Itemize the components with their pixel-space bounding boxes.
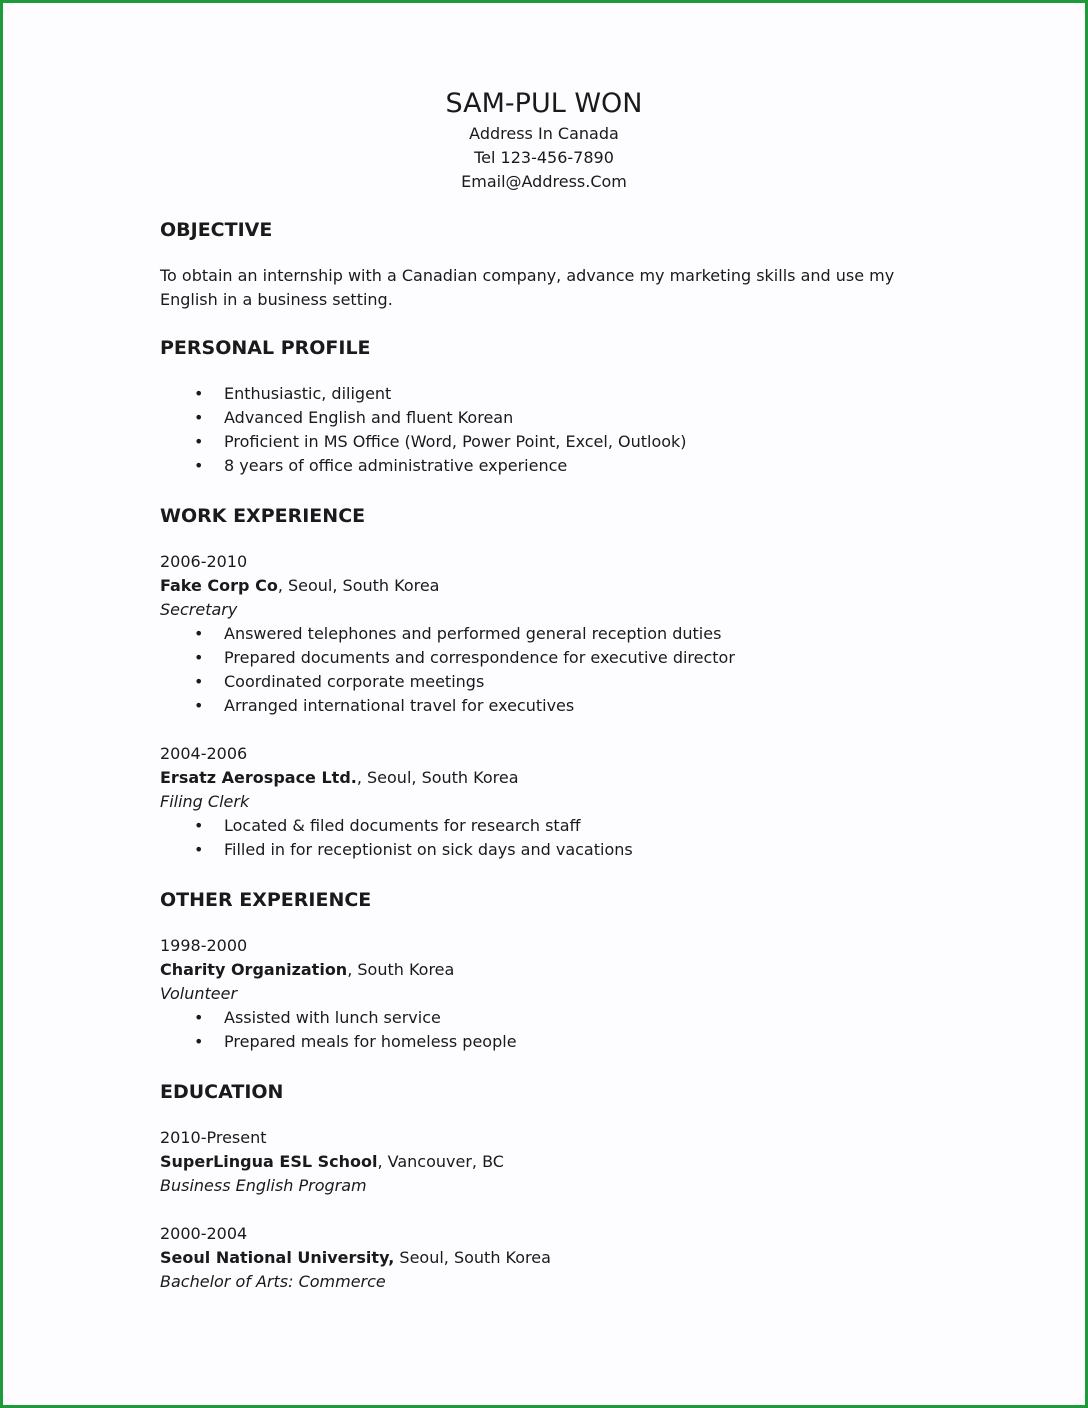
job-title: Filing Clerk	[160, 792, 250, 811]
list-item: • Prepared documents and correspondence for executive director	[160, 646, 920, 670]
bullet-icon: •	[194, 456, 204, 475]
program-name: Business English Program	[160, 1176, 367, 1195]
list-item: • Prepared meals for homeless people	[160, 1030, 920, 1054]
list-item: • Answered telephones and performed general reception duties	[160, 622, 920, 646]
bullet-icon: •	[194, 408, 204, 427]
resume-document	[160, 86, 920, 1294]
list-item: • Proficient in MS Office (Word, Power Point, Excel, Outlook)	[160, 430, 920, 454]
education-entry	[160, 1222, 920, 1294]
profile-list	[160, 382, 920, 478]
job-entry	[160, 742, 920, 862]
bullet-icon: •	[194, 672, 204, 691]
list-item: • 8 years of office administrative experience	[160, 454, 920, 478]
job-employer-line	[160, 766, 920, 790]
program-name: Bachelor of Arts: Commerce	[160, 1272, 386, 1291]
list-item: • Located & filed documents for research staff	[160, 814, 920, 838]
school-name: SuperLingua ESL School	[160, 1152, 378, 1171]
education-entry	[160, 1126, 920, 1198]
employer-name: Ersatz Aerospace Ltd.	[160, 768, 357, 787]
other-experience-heading: OTHER EXPERIENCE	[160, 889, 372, 911]
bullet-icon: •	[194, 816, 204, 835]
job-employer-line	[160, 574, 920, 598]
employer-location: , Seoul, South Korea	[277, 576, 440, 595]
list-item: • Advanced English and fluent Korean	[160, 406, 920, 430]
school-name: Seoul National University,	[160, 1248, 395, 1267]
address-line: Address In Canada	[469, 124, 619, 143]
organization-location: , South Korea	[347, 960, 455, 979]
school-location: , Vancouver, BC	[377, 1152, 504, 1171]
email-line: Email@Address.Com	[461, 172, 627, 191]
list-item: • Coordinated corporate meetings	[160, 670, 920, 694]
education-dates: 2010-Present	[160, 1128, 267, 1147]
bullet-icon: •	[194, 432, 204, 451]
job-dates: 2006-2010	[160, 552, 248, 571]
bullet-icon: •	[194, 840, 204, 859]
list-item: • Enthusiastic, diligent	[160, 382, 920, 406]
school-line	[160, 1150, 920, 1174]
job-dates: 2004-2006	[160, 744, 248, 763]
volunteer-dates: 1998-2000	[160, 936, 248, 955]
volunteer-org-line	[160, 958, 920, 982]
candidate-name: SAM-PUL WON	[445, 88, 643, 119]
bullet-icon: •	[194, 648, 204, 667]
organization-name: Charity Organization	[160, 960, 348, 979]
job-duties	[160, 814, 920, 862]
volunteer-duties	[160, 1006, 920, 1054]
school-location: Seoul, South Korea	[394, 1248, 551, 1267]
employer-name: Fake Corp Co	[160, 576, 278, 595]
employer-location: , Seoul, South Korea	[356, 768, 519, 787]
job-duties	[160, 622, 920, 718]
objective-text-line-1: To obtain an internship with a Canadian company, advance my marketing skills and use my	[160, 266, 895, 285]
bullet-icon: •	[194, 1032, 204, 1051]
bullet-icon: •	[194, 696, 204, 715]
list-item: • Arranged international travel for executives	[160, 694, 920, 718]
school-line	[160, 1246, 920, 1270]
bullet-icon: •	[194, 1008, 204, 1027]
volunteer-entry	[160, 934, 920, 1054]
work-experience-heading: WORK EXPERIENCE	[160, 505, 366, 527]
bullet-icon: •	[194, 624, 204, 643]
objective-heading: OBJECTIVE	[160, 219, 273, 241]
volunteer-role: Volunteer	[160, 984, 238, 1003]
education-heading: EDUCATION	[160, 1081, 284, 1103]
phone-line: Tel 123-456-7890	[474, 148, 614, 167]
job-title: Secretary	[160, 600, 238, 619]
bullet-icon: •	[194, 384, 204, 403]
personal-profile-heading: PERSONAL PROFILE	[160, 337, 371, 359]
list-item: • Filled in for receptionist on sick days and vacations	[160, 838, 920, 862]
objective-text-line-2: English in a business setting.	[160, 290, 393, 309]
job-entry	[160, 550, 920, 718]
list-item: • Assisted with lunch service	[160, 1006, 920, 1030]
education-dates: 2000-2004	[160, 1224, 248, 1243]
